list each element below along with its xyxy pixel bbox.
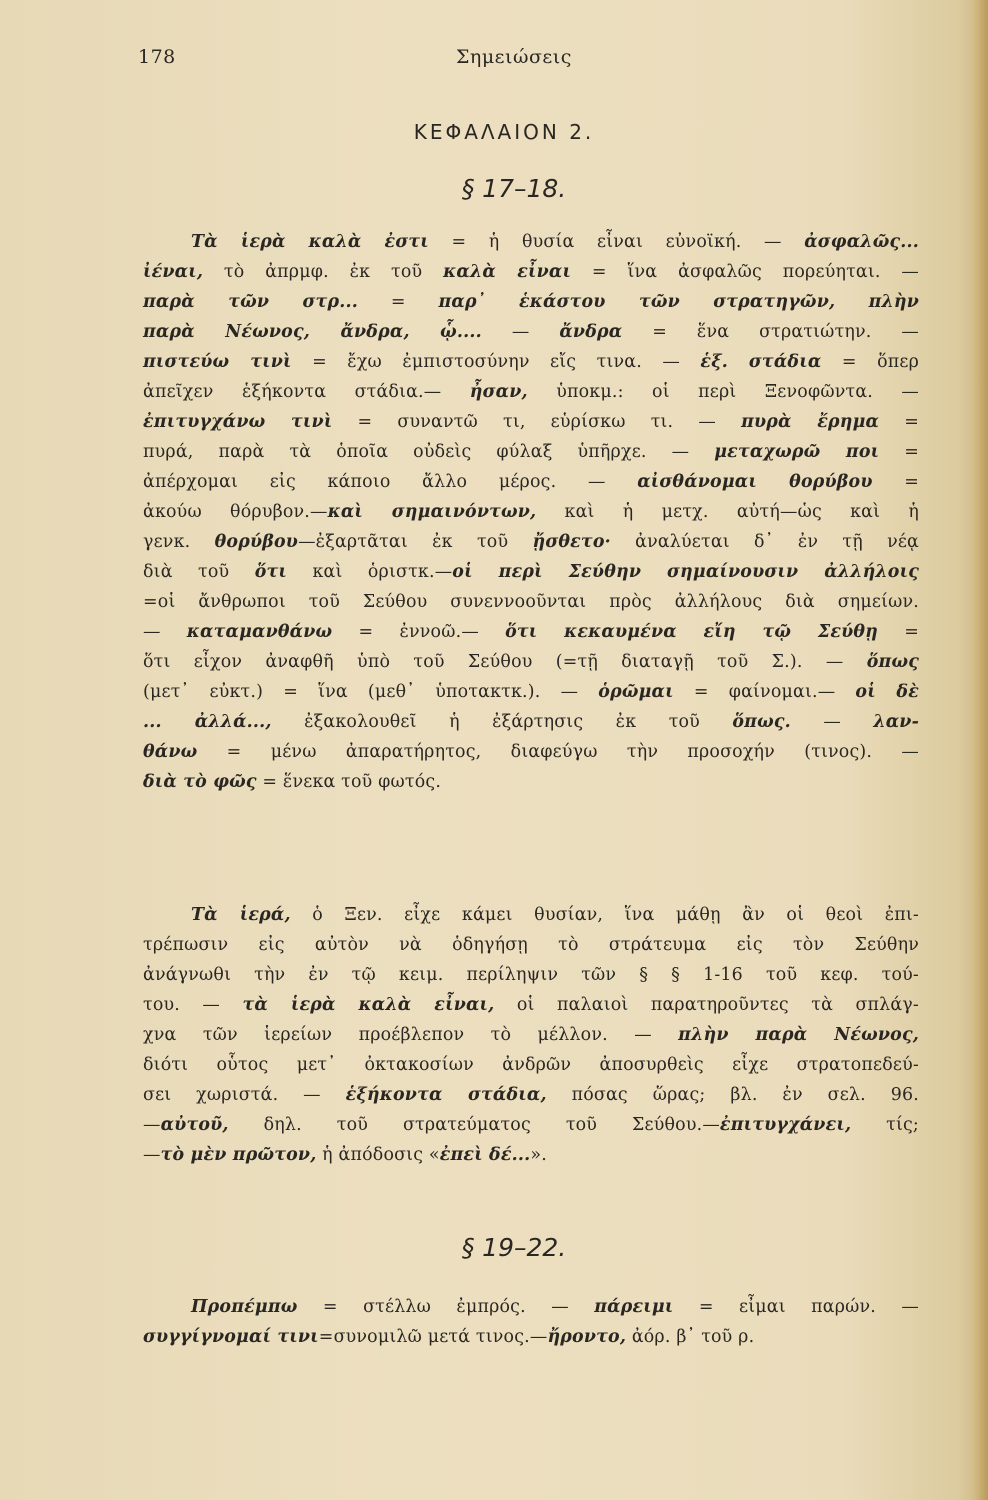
text-line	[143, 1050, 919, 1080]
gloss-text: = ἵνα ἀσφαλῶς πορεύηται. —	[571, 262, 919, 282]
gloss-text: οἱ παλαιοὶ παρατηροῦντες τὰ σπλάγ-	[494, 995, 919, 1015]
text-line	[143, 1020, 919, 1050]
gloss-text: καὶ ὁριστκ.—	[287, 562, 453, 582]
gloss-text: = στέλλω ἐμπρός. —	[297, 1297, 595, 1317]
gloss-text: ἐξακολουθεῖ ἡ ἐξάρτησις ἐκ τοῦ	[271, 712, 733, 732]
gloss-text: = ὅπερ	[821, 352, 919, 372]
headword: αὐτοῦ,	[160, 1115, 229, 1135]
text-line	[143, 227, 919, 257]
gloss-text: —	[143, 1145, 161, 1165]
gloss-text: ἀόρ. β᾽ τοῦ ρ.	[626, 1327, 755, 1347]
text-line	[143, 1140, 919, 1170]
gloss-text: σει χωριστά. —	[143, 1085, 346, 1105]
headword: ὅτι	[254, 562, 288, 582]
gloss-text: τίς;	[851, 1115, 919, 1135]
text-line	[143, 960, 919, 990]
headword: ἑξ. στάδια	[700, 352, 822, 372]
headword: συγγίγνομαί τινι	[143, 1327, 319, 1347]
headword: παρὰ τῶν στρ...	[143, 292, 358, 312]
headword: ἰέναι,	[143, 262, 204, 282]
gloss-text: πόσας ὥρας; βλ. ἐν σελ. 96.	[546, 1085, 919, 1105]
gloss-text: = ἡ θυσία εἶναι εὐνοϊκή. —	[428, 232, 805, 252]
gloss-text: = ἕνα στρατιώτην. —	[622, 322, 920, 342]
headword: οἱ περὶ Σεύθην σημαίνουσιν ἀλλήλοις	[452, 562, 920, 582]
headword: Τὰ ἱερὰ καλὰ ἐστι	[191, 232, 429, 252]
headword: ... ἀλλά...,	[143, 712, 272, 732]
headword: παρὰ Νέωνος, ἄνδρα, ᾧ....	[143, 322, 482, 342]
gloss-text: = ἕνεκα τοῦ φωτός.	[256, 772, 442, 792]
gloss-text: γενκ.	[143, 532, 215, 552]
text-line	[143, 437, 919, 467]
headword: τὸ μὲν πρῶτον,	[160, 1145, 317, 1165]
headword: πιστεύω τινὶ	[143, 352, 292, 372]
headword: λαν-	[873, 712, 919, 732]
chapter-heading: ΚΕΦΑΛΑΙΟΝ 2.	[413, 120, 595, 144]
headword: θορύβου	[214, 532, 299, 552]
gloss-text: = φαίνομαι.—	[673, 682, 856, 702]
gloss-text: = ἔχω ἐμπιστοσύνην εἴς τινα. —	[291, 352, 701, 372]
headword: διὰ τὸ φῶς	[143, 772, 257, 792]
gloss-text: =	[357, 292, 439, 312]
headword: ἐπιτυγχάνω τινὶ	[143, 412, 333, 432]
gloss-text: ».	[530, 1145, 547, 1165]
text-line	[143, 617, 919, 647]
text-line	[143, 1080, 919, 1110]
gloss-text: διότι οὗτος μετ᾽ ὀκτακοσίων ἀνδρῶν ἀποσυρθεὶς εἶχε στρατοπεδεύ-	[143, 1055, 919, 1075]
gloss-text: διὰ τοῦ	[143, 562, 255, 582]
text-line	[143, 317, 919, 347]
headword: παρ᾽ ἑκάστου τῶν στρατηγῶν, πλὴν	[438, 292, 920, 312]
gloss-text: ὅτι εἶχον ἀναφθῆ ὑπὸ τοῦ Σεύθου (=τῇ διαταγῇ τοῦ Σ.). —	[143, 652, 867, 672]
text-line	[143, 737, 919, 767]
headword: μεταχωρῶ ποι	[714, 442, 880, 462]
section-title-17-18: § 17–18.	[461, 174, 567, 203]
gloss-text: ὁ Ξεν. εἶχε κάμει θυσίαν, ἵνα μάθῃ ἂν οἱ θεοὶ ἐπι-	[290, 905, 920, 925]
text-line	[143, 647, 919, 677]
gloss-text: τρέπωσιν εἰς αὐτὸν νὰ ὁδηγήσῃ τὸ στράτευμα εἰς τὸν Σεύθην	[143, 935, 919, 955]
headword: ὅπως.	[732, 712, 791, 732]
headword: καταμανθάνω	[186, 622, 333, 642]
headword: ὅπως	[866, 652, 919, 672]
text-line	[143, 257, 919, 287]
headword: ἦσαν,	[469, 382, 528, 402]
headword: καλὰ εἶναι	[443, 262, 572, 282]
text-line	[143, 557, 919, 587]
text-line	[143, 287, 919, 317]
headword: ὁρῶμαι	[598, 682, 674, 702]
headword: ἐπιτυγχάνει,	[719, 1115, 852, 1135]
headword: τὰ ἱερὰ καλὰ εἶναι,	[242, 995, 495, 1015]
gloss-text: (μετ᾽ εὐκτ.) = ἵνα (μεθ᾽ ὑποτακτκ.). —	[143, 682, 599, 702]
headword: θάνω	[143, 742, 198, 762]
gloss-text: τὸ ἀπρμφ. ἐκ τοῦ	[203, 262, 444, 282]
gloss-text: του. —	[143, 995, 243, 1015]
gloss-text: χνα τῶν ἱερείων προέβλεπον τὸ μέλλον. —	[143, 1025, 679, 1045]
headword: Τὰ ἱερά,	[191, 905, 291, 925]
headword: Προπέμπω	[191, 1297, 298, 1317]
gloss-text: —ἐξαρτᾶται ἐκ τοῦ	[298, 532, 533, 552]
gloss-text: = συναντῶ τι, εὑρίσκω τι. —	[332, 412, 742, 432]
text-line	[143, 930, 919, 960]
gloss-text: ἀναλύεται δ᾽ ἐν τῇ νέᾳ	[610, 532, 919, 552]
gloss-text: δηλ. τοῦ στρατεύματος τοῦ Σεύθου.—	[228, 1115, 720, 1135]
text-line	[143, 587, 919, 617]
gloss-text: —	[790, 712, 874, 732]
gloss-text: = μένω ἀπαρατήρητος, διαφεύγω τὴν προσοχήν (τινος). —	[197, 742, 919, 762]
headword: ᾔσθετο·	[532, 532, 611, 552]
section-title-19-22: § 19–22.	[461, 1233, 567, 1262]
headword: ἤροντο,	[547, 1327, 627, 1347]
text-line	[143, 347, 919, 377]
text-line	[143, 707, 919, 737]
gloss-text: ἀπεῖχεν ἑξήκοντα στάδια.—	[143, 382, 470, 402]
gloss-text: =	[879, 442, 920, 462]
notes-block-19-22	[143, 1292, 919, 1352]
running-title: Σημειώσεις	[456, 46, 572, 68]
gloss-text: =	[879, 412, 920, 432]
notes-block-17-18	[143, 227, 919, 797]
headword: καὶ σημαινόντων,	[327, 502, 537, 522]
gloss-text: ἀπέρχομαι εἰς κάποιο ἄλλο μέρος. —	[143, 472, 638, 492]
gloss-text: = ἐννοῶ.—	[332, 622, 506, 642]
gloss-text: ἀνάγνωθι τὴν ἐν τῷ κειμ. περίληψιν τῶν § § 1-16 τοῦ κεφ. τού-	[143, 965, 919, 985]
headword: αἰσθάνομαι θορύβου	[637, 472, 873, 492]
text-line	[143, 497, 919, 527]
gloss-text: —	[481, 322, 560, 342]
text-line	[143, 1322, 919, 1352]
gloss-text: =	[872, 472, 919, 492]
text-line	[143, 677, 919, 707]
text-line	[143, 900, 919, 930]
text-line	[143, 527, 919, 557]
headword: ἐπεὶ δέ...	[439, 1145, 531, 1165]
gloss-text: =	[878, 622, 919, 642]
headword: ἑξήκοντα στάδια,	[345, 1085, 547, 1105]
page-edge	[974, 0, 988, 1500]
gloss-text: =οἱ ἄνθρωποι τοῦ Σεύθου συνεννοοῦνται πρὸς ἀλλήλους διὰ σημείων.	[143, 592, 919, 612]
headword: πλὴν παρὰ Νέωνος,	[678, 1025, 919, 1045]
text-line	[143, 767, 919, 797]
gloss-text: =συνομιλῶ μετά τινος.—	[318, 1327, 548, 1347]
page-number: 178	[138, 46, 176, 68]
text-line	[143, 1110, 919, 1140]
headword: οἱ δὲ	[855, 682, 920, 702]
gloss-text: καὶ ἡ μετχ. αὐτή—ὡς καὶ ἡ	[536, 502, 919, 522]
text-line	[143, 377, 919, 407]
headword: ἀσφαλῶς...	[804, 232, 920, 252]
headword: ἄνδρα	[559, 322, 623, 342]
gloss-text: ἀκούω θόρυβον.—	[143, 502, 328, 522]
headword: πυρὰ ἔρημα	[741, 412, 880, 432]
text-line	[143, 407, 919, 437]
gloss-text: ἡ ἀπόδοσις «	[316, 1145, 440, 1165]
gloss-text: = εἶμαι παρών. —	[673, 1297, 919, 1317]
gloss-text: —	[143, 1115, 161, 1135]
headword: ὅτι κεκαυμένα εἴη τῷ Σεύθῃ	[505, 622, 879, 642]
gloss-text: —	[143, 622, 187, 642]
text-line	[143, 990, 919, 1020]
text-line	[143, 1292, 919, 1322]
gloss-text: ὑποκμ.: οἱ περὶ Ξενοφῶντα. —	[527, 382, 919, 402]
commentary-block-17-18	[143, 900, 919, 1170]
gloss-text: πυρά, παρὰ τὰ ὁποῖα οὐδεὶς φύλαξ ὑπῆρχε. —	[143, 442, 715, 462]
text-line	[143, 467, 919, 497]
headword: πάρειμι	[594, 1297, 674, 1317]
page-header	[138, 46, 898, 76]
